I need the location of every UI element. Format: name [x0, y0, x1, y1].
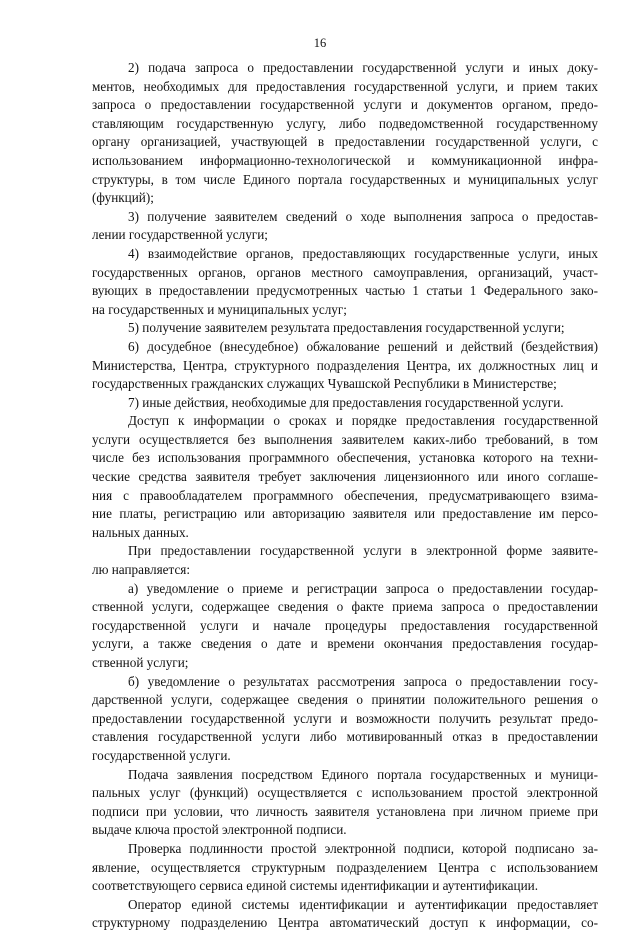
paragraph-line: ственной услуги, содержащее сведения о факте приема запроса о предоставлении	[92, 599, 598, 615]
paragraph-line: государственных органов, органов местного самоуправления, организаций, участ-	[92, 264, 598, 280]
paragraph	[92, 208, 598, 245]
paragraph-line: (функций);	[92, 190, 154, 206]
paragraph	[92, 59, 598, 208]
paragraph-line: При предоставлении государственной услуги в электронной форме заявите-	[128, 543, 598, 559]
paragraph-line: 3) получение заявителем сведений о ходе выполнения запроса о предостав-	[128, 208, 598, 224]
paragraph-line: государственной услуги и начале процедуры предоставления государственной	[92, 617, 598, 633]
paragraph-line: явление, осуществляется структурным подразделением Центра с использованием	[92, 859, 598, 875]
paragraph-line: нальных данных.	[92, 524, 189, 540]
paragraph-line: 2) подача запроса о предоставлении государственной услуги и иных доку-	[128, 60, 598, 75]
paragraph	[92, 412, 598, 542]
paragraph-line: структуры, в том числе Единого портала государственных и муниципальных услуг	[92, 171, 598, 187]
paragraph-line: ственной услуги;	[92, 655, 189, 670]
paragraph-line: пальных услуг (функций) осуществляется с использованием простой электронной	[92, 785, 598, 801]
paragraph-line: ментов, необходимых для предоставления государственной услуги, и прием таких	[92, 78, 598, 94]
paragraph-line: вующих в предоставлении предусмотренных частью 1 статьи 1 Федерального зако-	[92, 283, 598, 299]
paragraph-line: дарственной услуги, содержащее сведения о принятии положительного решения о	[92, 692, 598, 708]
paragraph-line: ставляющим государственную услугу, либо подведомственной государственному	[92, 115, 598, 131]
paragraph-line: структурному подразделению Центра автоматический доступ к информации, со-	[92, 915, 598, 931]
paragraph-line: ставления государственной услуги либо мотивированный отказ в предоставлении	[92, 729, 598, 745]
paragraph-line: Министерства, Центра, структурного подразделения Центра, их должностных лиц и	[92, 357, 598, 373]
page-number: 16	[313, 36, 327, 50]
paragraph	[92, 245, 598, 319]
paragraph-line: услуги, а также сведения о дате и времени окончания предоставления государ-	[92, 636, 598, 652]
paragraph-line: числе без использования программного обеспечения, установка которого на техни-	[92, 450, 598, 466]
paragraph	[92, 542, 598, 579]
paragraph-line: государственных гражданских служащих Чувашской Республики в Министерстве;	[92, 376, 557, 392]
paragraph	[92, 896, 598, 933]
paragraph-line: государственной услуги.	[92, 747, 231, 763]
paragraph-line: услуги осуществляется без выполнения заявителем каких-либо требований, в том	[92, 431, 598, 447]
paragraph-line: лю направляется:	[92, 562, 191, 578]
paragraph-line: Подача заявления посредством Единого портала государственных и муници-	[128, 766, 598, 782]
paragraph	[92, 673, 598, 766]
paragraph-line: на государственных и муниципальных услуг;	[92, 301, 347, 317]
paragraph-line: б) уведомление о результатах рассмотрения запроса о предоставлении госу-	[128, 673, 598, 689]
paragraph	[92, 394, 598, 413]
paragraph	[92, 319, 598, 338]
paragraph-line: предоставлении государственной услуги и возможности получить результат предо-	[92, 710, 598, 726]
paragraph-line: соответствующего сервиса единой системы идентификации и аутентификации.	[92, 878, 539, 894]
paragraph	[92, 766, 598, 840]
paragraph-line: ческие средства заявителя требует заключения лицензионного или иного соглаше-	[92, 469, 598, 485]
paragraph-line: органу организацией, участвующей в предоставлении государственной услуги, с	[92, 134, 598, 150]
paragraph-line: ния с правообладателем программного обеспечения, предусматривающего взима-	[92, 487, 598, 503]
body-text	[92, 59, 598, 933]
paragraph-line: 6) досудебное (внесудебное) обжалование решений и действий (бездействия)	[128, 338, 598, 354]
paragraph	[92, 580, 598, 673]
paragraph-line: 4) взаимодействие органов, предоставляющих государственные услуги, иных	[128, 245, 598, 261]
paragraph-line: лении государственной услуги;	[92, 227, 268, 243]
paragraph-line: выдаче ключа простой электронной подписи.	[92, 822, 347, 838]
paragraph-line: подписи при условии, что личность заявителя установлена при личном приеме при	[92, 803, 598, 819]
paragraph-line: 7) иные действия, необходимые для предоставления государственной услуги.	[128, 394, 564, 410]
paragraph-line: 5) получение заявителем результата предоставления государственной услуги;	[128, 320, 565, 336]
paragraph-line: а) уведомление о приеме и регистрации запроса о предоставлении государ-	[128, 580, 598, 596]
paragraph-line: Проверка подлинности простой электронной подписи, которой подписано за-	[128, 840, 598, 856]
paragraph	[92, 338, 598, 394]
paragraph-line: запроса о предоставлении государственной услуги и документов органом, предо-	[92, 97, 598, 113]
paragraph-line: ние платы, регистрацию или авторизацию заявителя или предоставление им персо-	[92, 506, 598, 522]
paragraph-line: Оператор единой системы идентификации и аутентификации предоставляет	[128, 896, 598, 912]
paragraph	[92, 840, 598, 896]
paragraph-line: Доступ к информации о сроках и порядке предоставления государственной	[128, 413, 598, 429]
paragraph-line: использованием информационно-технологической и коммуникационной инфра-	[92, 152, 598, 168]
